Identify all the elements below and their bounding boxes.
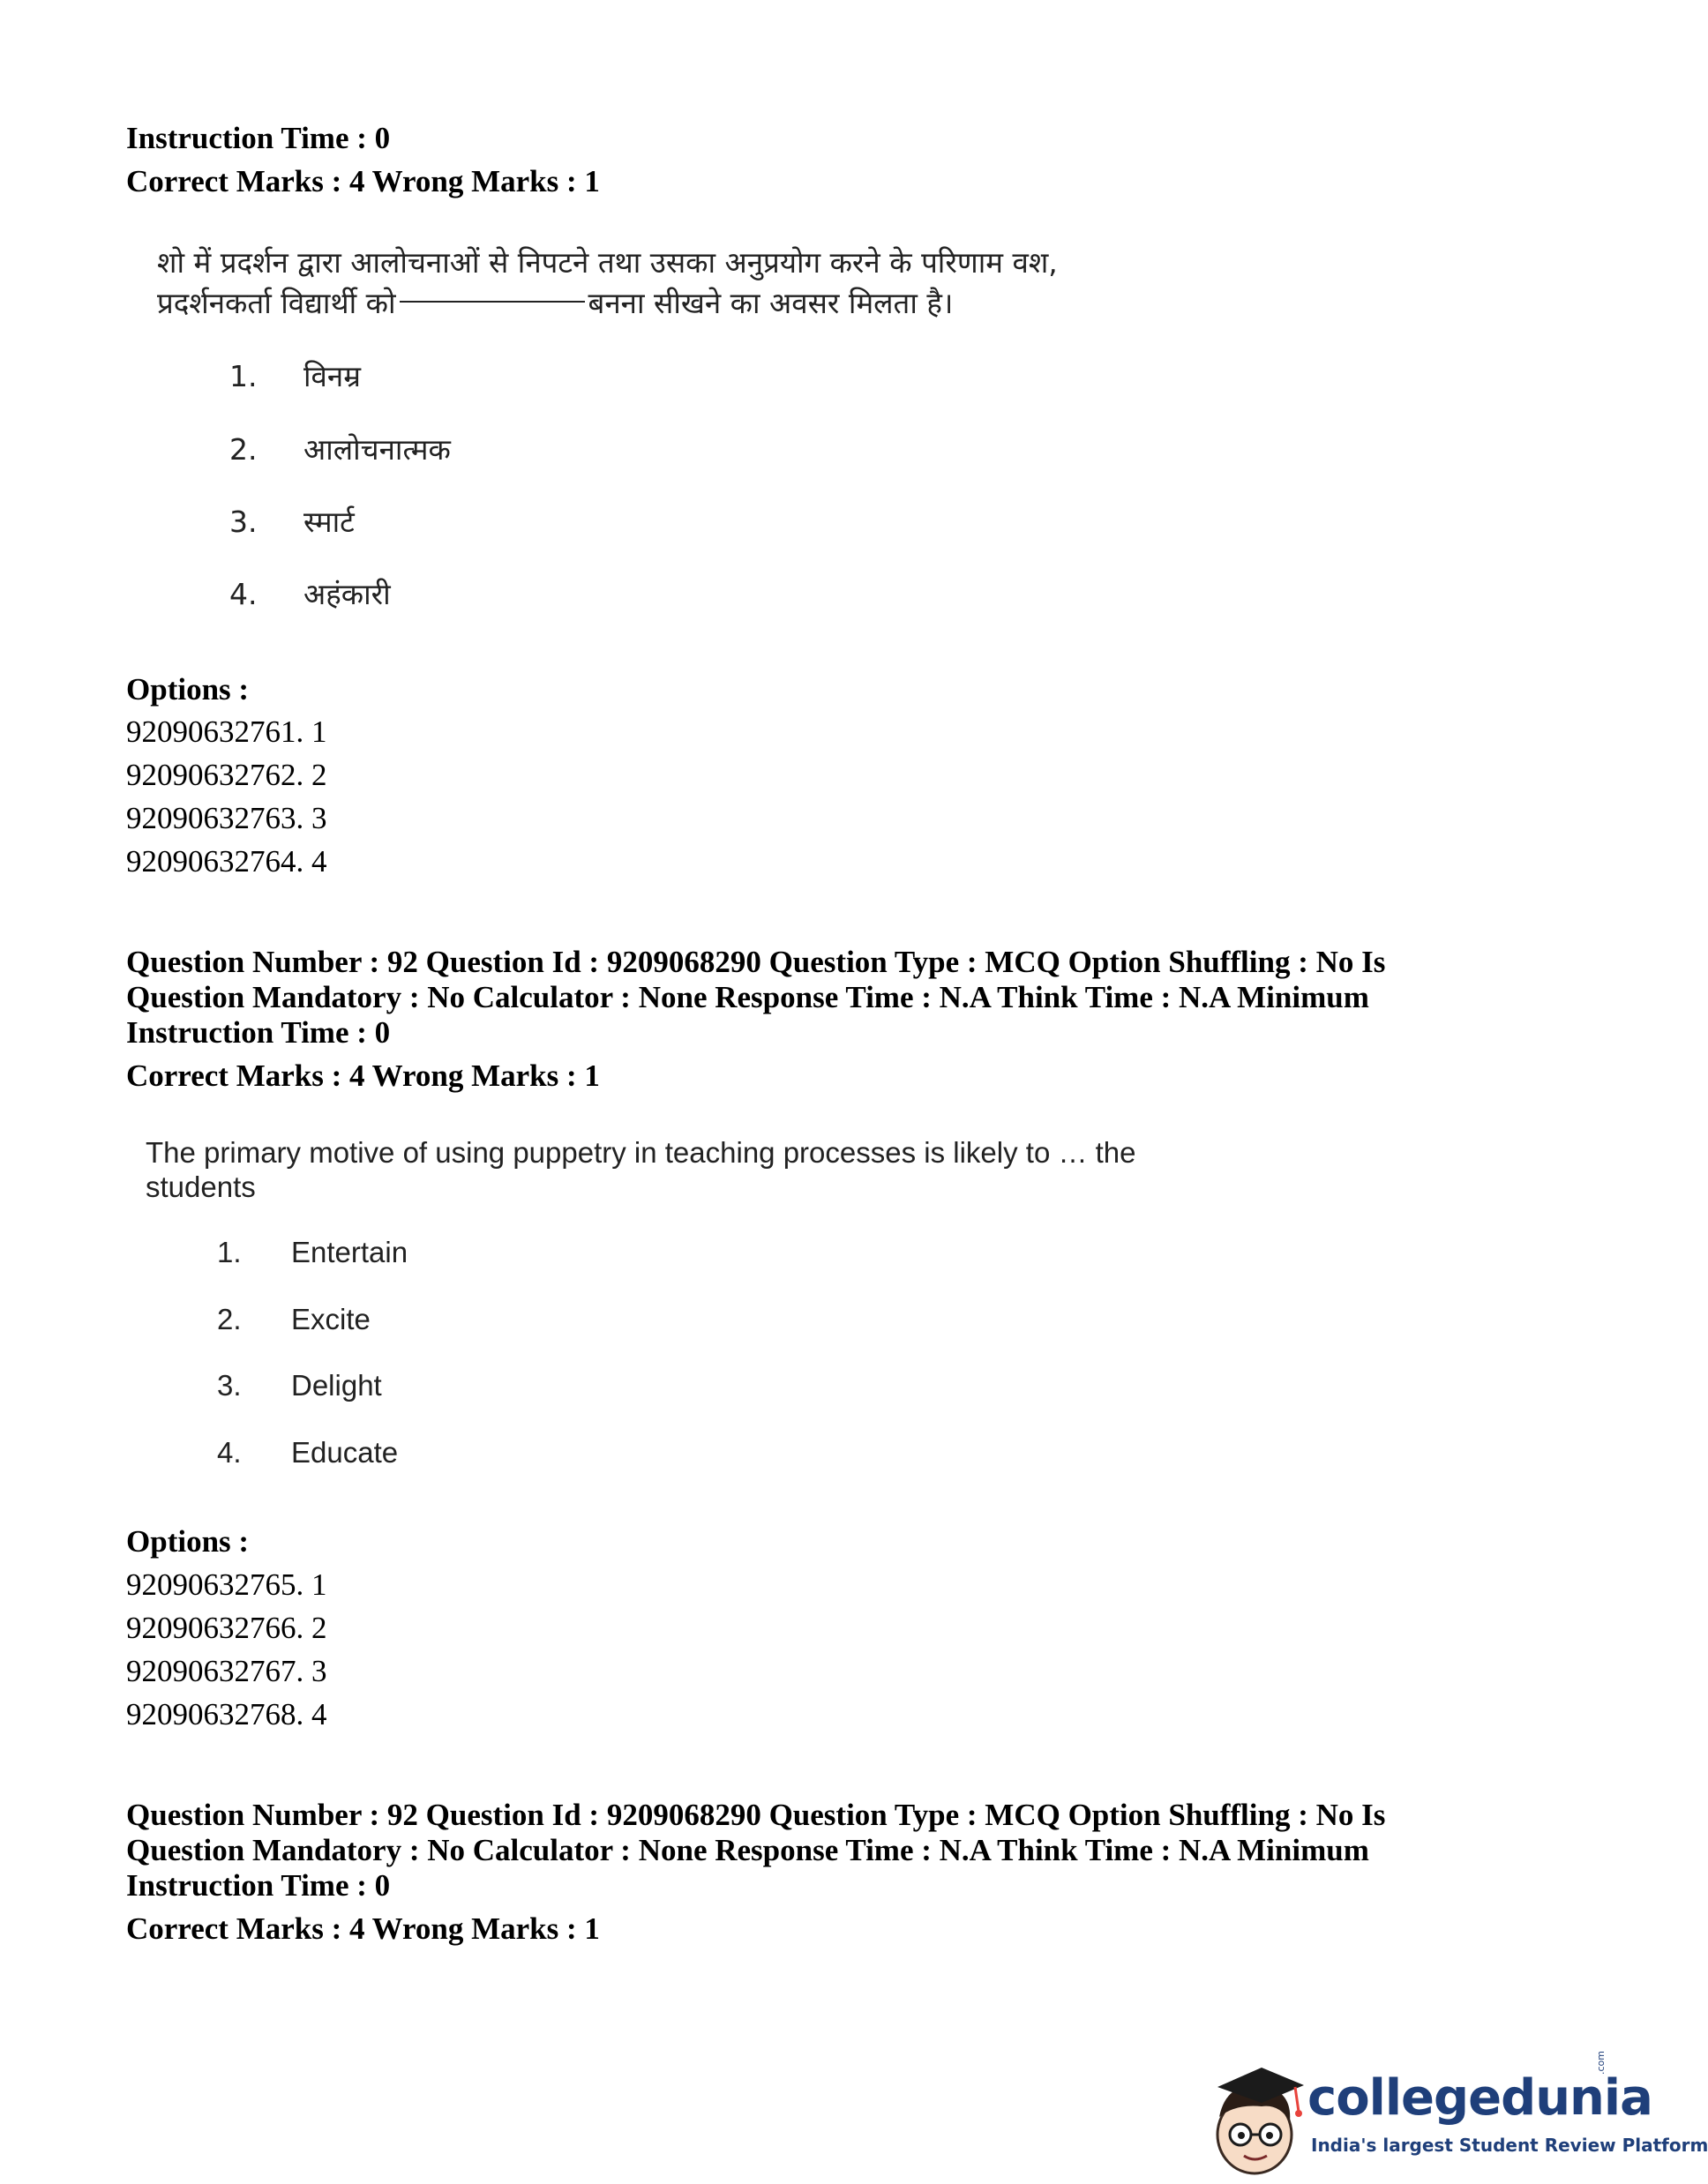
option-id: 92090632765. 1 — [126, 1567, 327, 1602]
logo-wordmark: collegedunia — [1307, 2069, 1652, 2127]
choice-text: Entertain — [291, 1236, 408, 1268]
options-label: Options : — [126, 1524, 250, 1559]
marks-line: Correct Marks : 4 Wrong Marks : 1 — [126, 1058, 600, 1093]
choice-number: 3. — [217, 1369, 242, 1402]
option-id: 92090632761. 1 — [126, 714, 327, 749]
choice-item — [229, 503, 355, 542]
choice-number: 3. — [229, 505, 258, 539]
question-header-line1: Question Number : 92 Question Id : 9209068290 Question Type : MCQ Option Shuffling : No Is — [126, 945, 1386, 979]
instruction-time: Instruction Time : 0 — [126, 121, 391, 155]
choice-item — [229, 430, 451, 469]
question-text-line2: students — [146, 1171, 256, 1203]
choice-text: स्मार्ट — [303, 505, 355, 539]
question-header-line1: Question Number : 92 Question Id : 9209068290 Question Type : MCQ Option Shuffling : No Is — [126, 1798, 1386, 1832]
choice-item — [229, 357, 361, 396]
choice-text: अहंकारी — [303, 577, 391, 611]
question-header-line3: Instruction Time : 0 — [126, 1015, 391, 1050]
choice-number: 2. — [217, 1303, 242, 1335]
choice-number: 2. — [229, 432, 258, 467]
choice-number: 1. — [229, 359, 258, 393]
logo-domain-suffix: .com — [1595, 2051, 1607, 2075]
choice-number: 1. — [217, 1236, 242, 1268]
choice-item — [229, 575, 391, 614]
question-text-line1: शो में प्रदर्शन द्वारा आलोचनाओं से निपटने तथा उसका अनुप्रयोग करने के परिणाम वश, — [157, 245, 1058, 280]
question-header-line2: Question Mandatory : No Calculator : None Response Time : N.A Think Time : N.A Minimum — [126, 980, 1369, 1014]
option-id: 92090632766. 2 — [126, 1611, 327, 1645]
option-id: 92090632762. 2 — [126, 758, 327, 792]
choice-text: Excite — [291, 1303, 371, 1335]
choice-text: विनम्र — [303, 359, 361, 393]
choice-number: 4. — [229, 577, 258, 611]
question-header-line2: Question Mandatory : No Calculator : None Response Time : N.A Think Time : N.A Minimum — [126, 1833, 1369, 1867]
options-label: Options : — [126, 672, 250, 707]
choice-item — [217, 1302, 371, 1337]
marks-line: Correct Marks : 4 Wrong Marks : 1 — [126, 1911, 600, 1946]
choice-item — [217, 1435, 398, 1470]
question-text-line2 — [157, 284, 953, 323]
question-text-line2-end: बनना सीखने का अवसर मिलता है। — [588, 286, 954, 320]
question-text-line1: The primary motive of using puppetry in teaching processes is likely to … the — [146, 1136, 1136, 1169]
option-id: 92090632767. 3 — [126, 1654, 327, 1688]
choice-text: Delight — [291, 1369, 382, 1402]
logo-tagline: India's largest Student Review Platform — [1311, 2135, 1708, 2156]
question-header-line3: Instruction Time : 0 — [126, 1868, 391, 1903]
choice-item — [217, 1368, 382, 1403]
choice-number: 4. — [217, 1436, 242, 1469]
choice-item — [217, 1235, 408, 1270]
marks-line: Correct Marks : 4 Wrong Marks : 1 — [126, 164, 600, 198]
choice-text: आलोचनात्मक — [303, 432, 451, 467]
option-id: 92090632763. 3 — [126, 801, 327, 835]
question-text-line2-start: प्रदर्शनकर्ता विद्यार्थी को — [157, 286, 396, 320]
fill-in-blank — [400, 301, 585, 303]
choice-text: Educate — [291, 1436, 399, 1469]
option-id: 92090632768. 4 — [126, 1697, 327, 1731]
option-id: 92090632764. 4 — [126, 844, 327, 879]
